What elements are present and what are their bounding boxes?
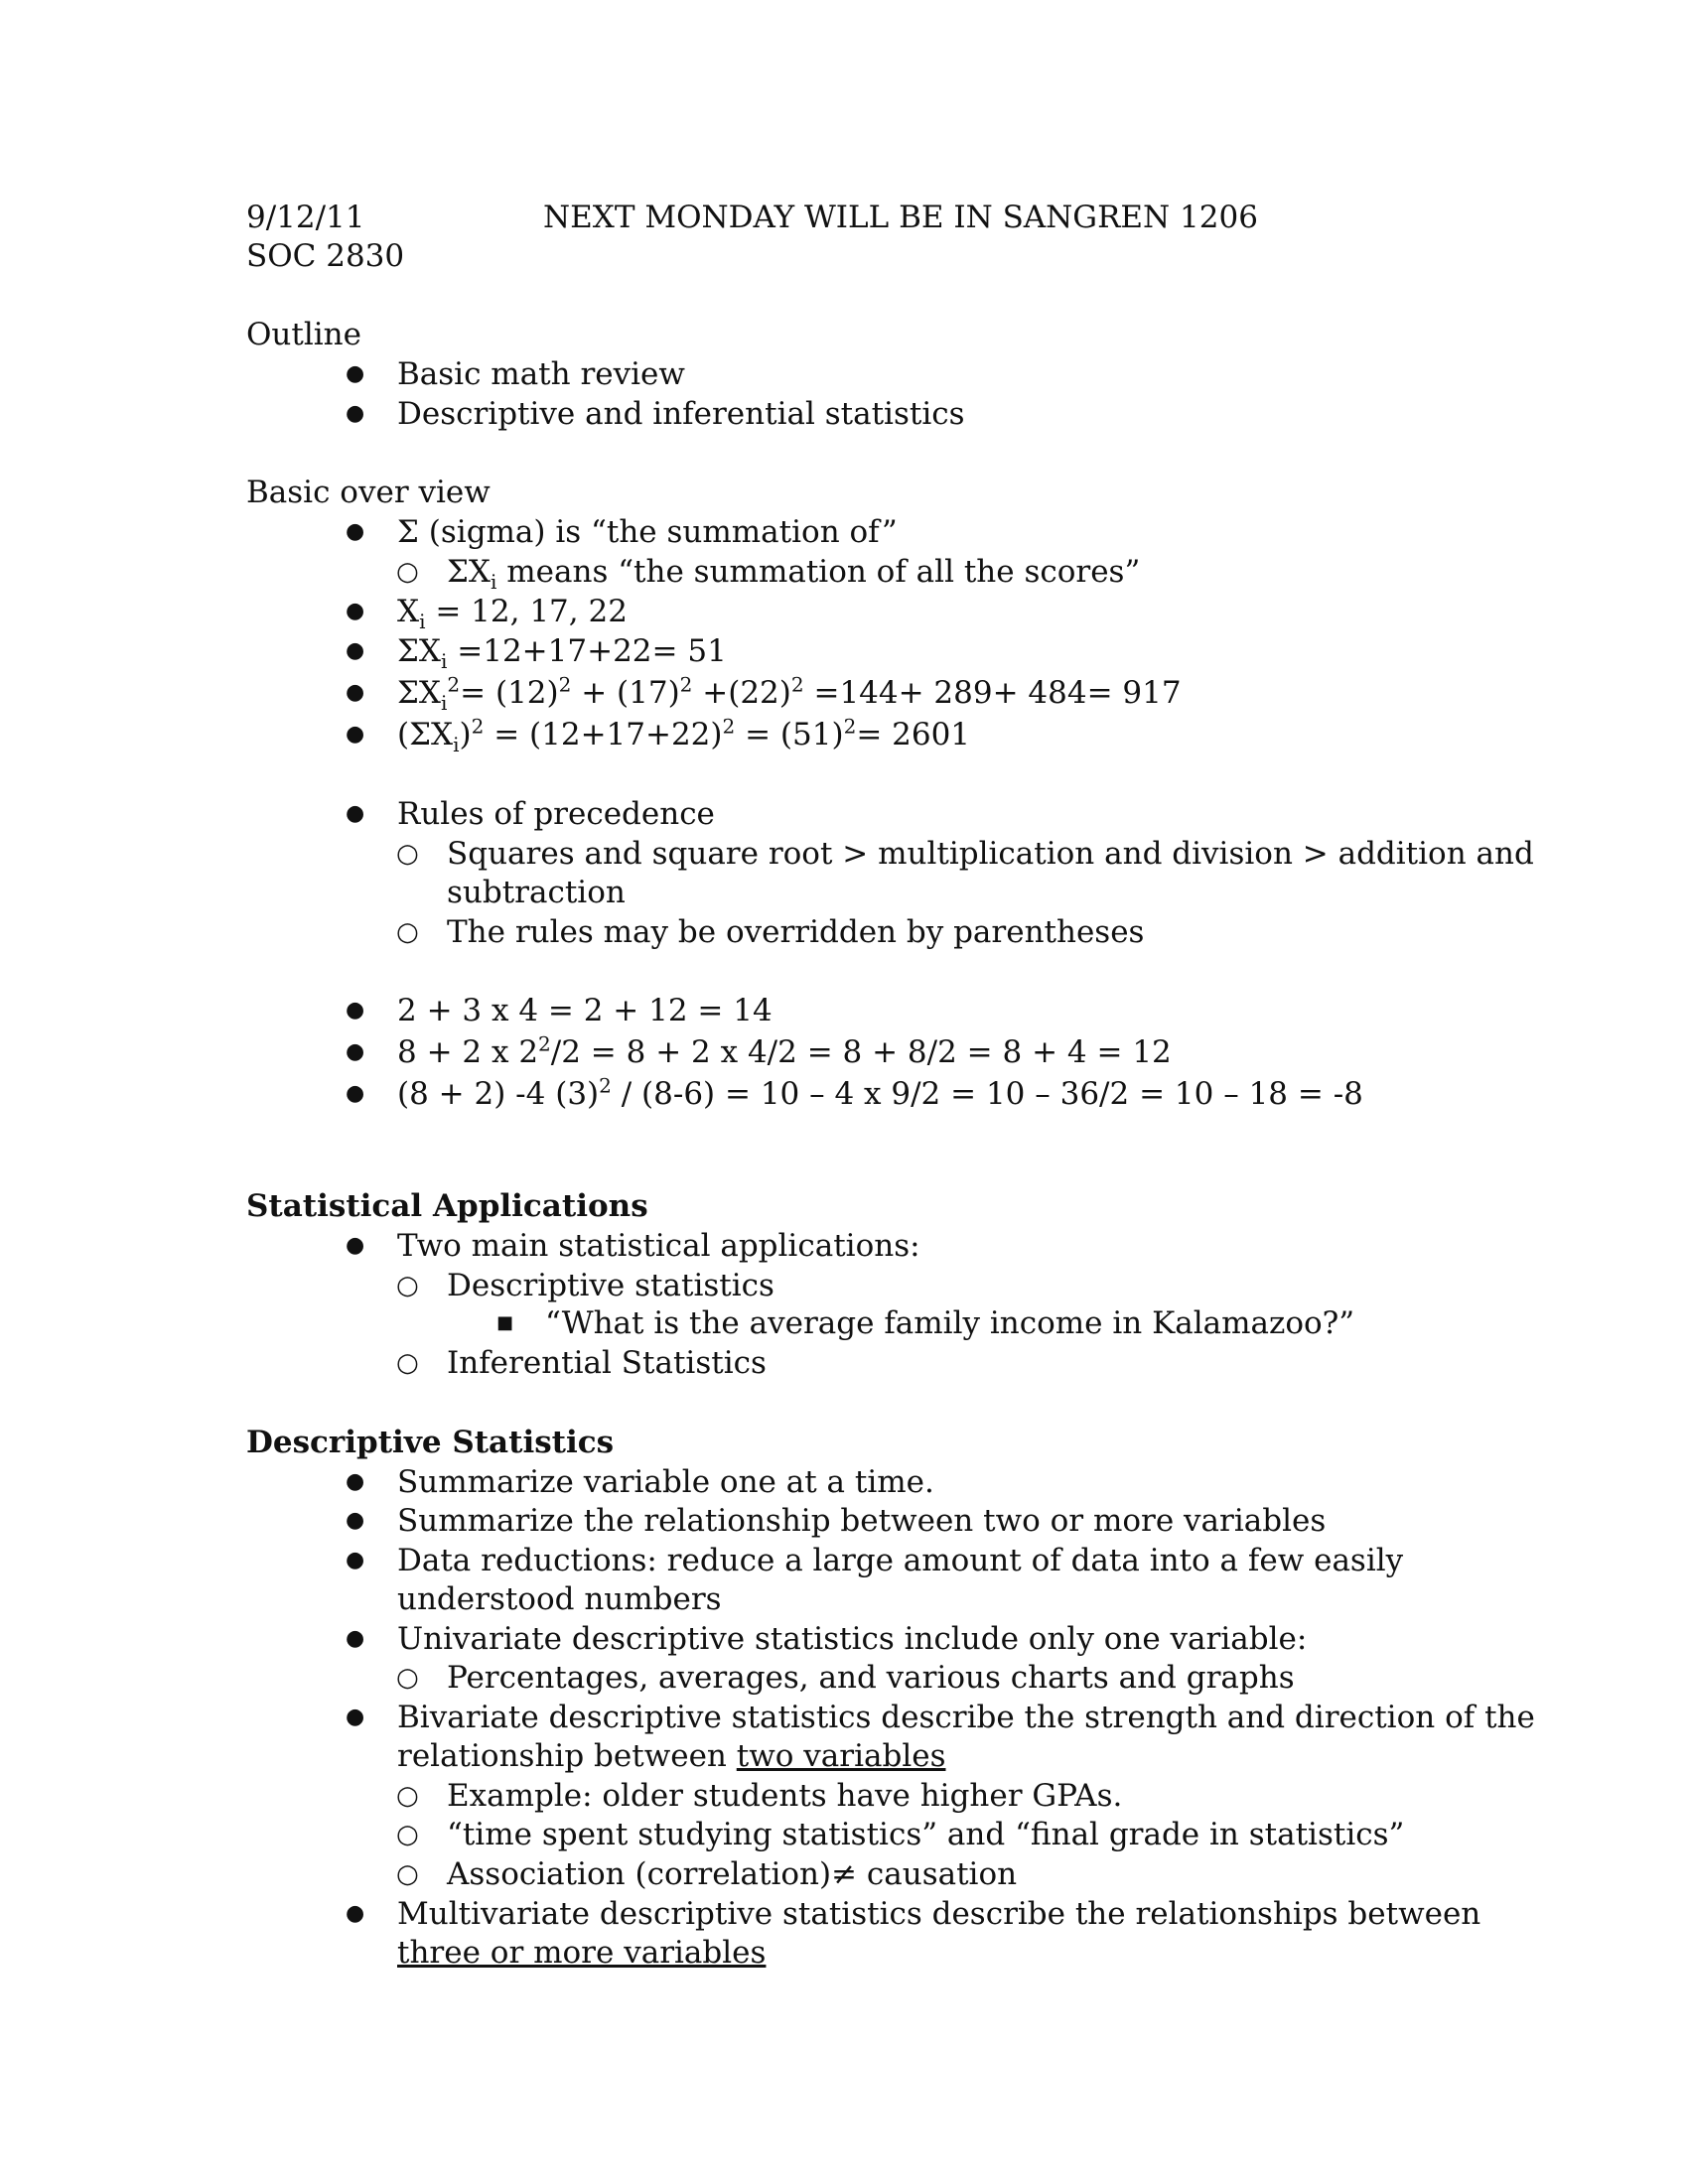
date: 9/12/11 [246, 200, 365, 235]
outline-heading: Outline [246, 317, 361, 352]
bullet-icon: ● [346, 801, 365, 826]
circle-bullet-icon: ○ [396, 1781, 419, 1811]
bullet-icon: ● [346, 722, 365, 747]
circle-bullet-icon: ○ [396, 839, 419, 869]
descriptive-item-cont: three or more variables [397, 1935, 767, 1971]
descriptive-item: Summarize the relationship between two or more variables [397, 1503, 1327, 1539]
precedence-rule: Squares and square root > multiplication and division > addition and [447, 836, 1534, 872]
circle-bullet-icon: ○ [396, 1348, 419, 1378]
bullet-icon: ● [346, 1233, 365, 1258]
descriptive-subitem: “time spent studying statistics” and “final grade in statistics” [447, 1817, 1405, 1852]
bullet-icon: ● [346, 401, 365, 426]
bullet-icon: ● [346, 680, 365, 705]
descriptive-item: Summarize variable one at a time. [397, 1464, 934, 1500]
circle-bullet-icon: ○ [396, 1663, 419, 1693]
descriptive-item: Multivariate descriptive statistics describe the relationships between [397, 1896, 1481, 1932]
descriptive-subitem: Example: older students have higher GPAs. [447, 1778, 1123, 1814]
descriptive-stats-item: Descriptive statistics [447, 1268, 774, 1303]
bullet-icon: ● [346, 1705, 365, 1729]
bullet-icon: ● [346, 1469, 365, 1494]
bullet-icon: ● [346, 519, 365, 544]
inferential-stats-item: Inferential Statistics [447, 1345, 767, 1381]
outline-item: Descriptive and inferential statistics [397, 396, 965, 432]
example-1: 2 + 3 x 4 = 2 + 12 = 14 [397, 993, 773, 1028]
example-2: 8 + 2 x $2^2/2 = 8 + 2$ x 4/2 = 8 + 8/2 = 8 + 4 = 12 [397, 1031, 1172, 1070]
sum-of-squares: $\Sigma X_i^2= (12)^2 + (17)^2 +(22)^2 =144+ 289+ 484= 917$ [397, 672, 1182, 716]
bullet-icon: ● [346, 1039, 365, 1064]
bullet-icon: ● [346, 1548, 365, 1572]
room-notice: NEXT MONDAY WILL BE IN SANGREN 1206 [543, 200, 1258, 235]
square-of-sum: $(\Sigma X_i)^2 = (12+17+22)^2 = (51)^2= 2601$ [397, 714, 971, 757]
bullet-icon: ● [346, 1508, 365, 1533]
outline-item: Basic math review [397, 356, 685, 392]
overview-heading: Basic over view [246, 475, 491, 510]
bullet-icon: ● [346, 998, 365, 1023]
sigma-xi-definition: $\Sigma X_i$ means “the summation of all the scores” [447, 554, 1141, 595]
circle-bullet-icon: ○ [396, 1271, 419, 1300]
circle-bullet-icon: ○ [396, 917, 419, 947]
bullet-icon: ● [346, 638, 365, 663]
descriptive-item: Data reductions: reduce a large amount of data into a few easily [397, 1543, 1404, 1578]
circle-bullet-icon: ○ [396, 1820, 419, 1849]
sum-xi: $\Sigma X_i =12+17+22= 51$ [397, 633, 727, 674]
descriptive-item: Univariate descriptive statistics include only one variable: [397, 1621, 1308, 1657]
applications-item: Two main statistical applications: [397, 1228, 920, 1264]
bullet-icon: ● [346, 361, 365, 386]
precedence-heading: Rules of precedence [397, 796, 715, 832]
course-code: SOC 2830 [246, 238, 405, 274]
bullet-icon: ● [346, 1901, 365, 1926]
precedence-rule-cont: subtraction [447, 875, 626, 910]
descriptive-item: Bivariate descriptive statistics describe the strength and direction of the [397, 1700, 1535, 1735]
applications-heading: Statistical Applications [246, 1188, 648, 1224]
bullet-icon: ● [346, 1081, 365, 1106]
descriptive-item-cont: understood numbers [397, 1581, 722, 1617]
circle-bullet-icon: ○ [396, 1859, 419, 1889]
descriptive-heading: Descriptive Statistics [246, 1425, 615, 1460]
descriptive-subitem: Association (correlation)≠ causation [447, 1856, 1018, 1892]
sigma-definition: Σ (sigma) is “the summation of” [397, 514, 898, 550]
bullet-icon: ● [346, 1626, 365, 1651]
precedence-override: The rules may be overridden by parentheses [447, 914, 1145, 950]
bullet-icon: ● [346, 599, 365, 623]
square-bullet-icon: ■ [496, 1312, 514, 1333]
descriptive-item-cont: relationship between two variables [397, 1738, 946, 1774]
income-question: “What is the average family income in Kalamazoo?” [545, 1305, 1355, 1341]
circle-bullet-icon: ○ [396, 557, 419, 587]
example-3: (8 + 2) -4 $(3)^2 / (8-6) = 10 - 4$ x 9/2 = 10 – 36/2 = 10 – 18 = -8 [397, 1073, 1363, 1112]
descriptive-subitem: Percentages, averages, and various charts and graphs [447, 1660, 1295, 1696]
xi-values: $X_i = 12$, 17, 22 [397, 594, 628, 634]
